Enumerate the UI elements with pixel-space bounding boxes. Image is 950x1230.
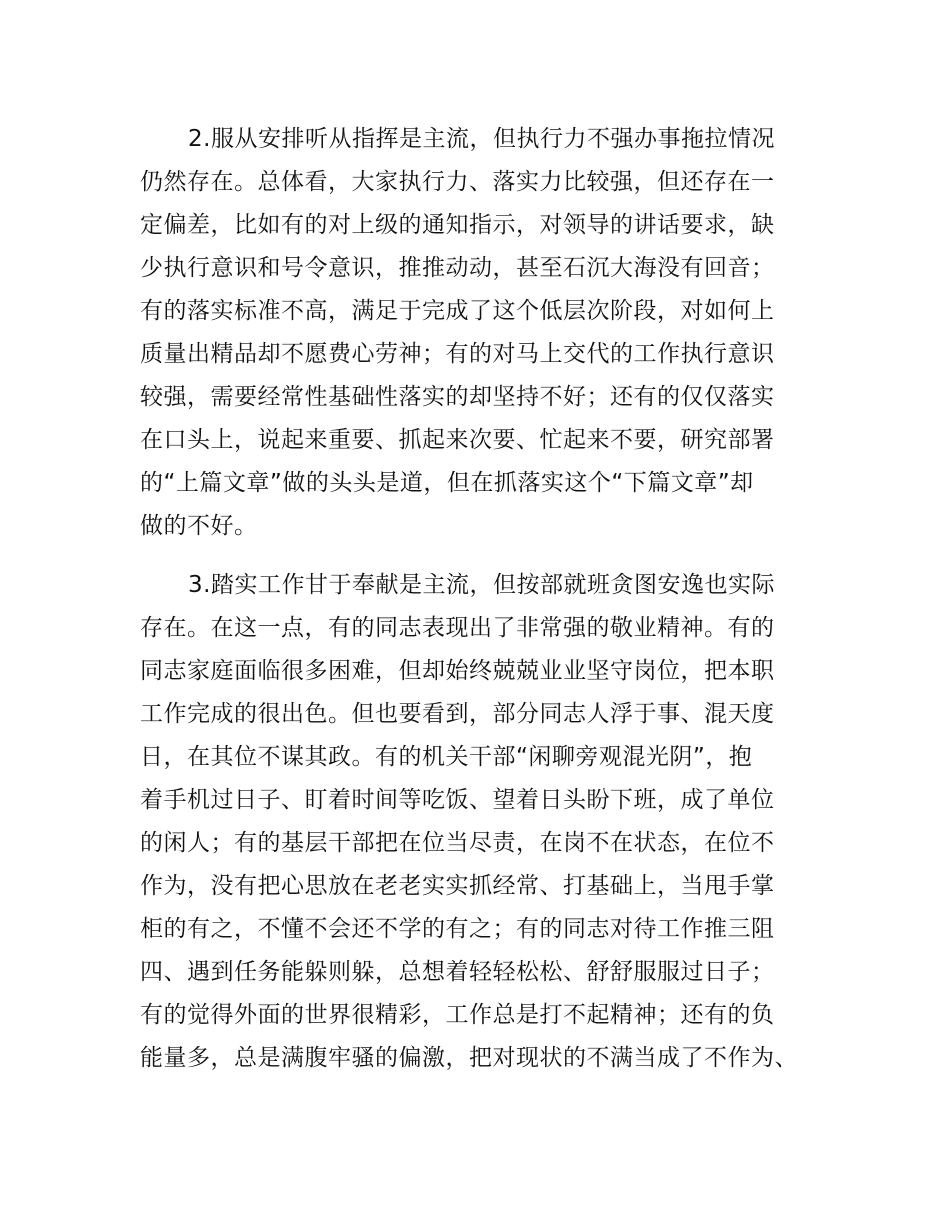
text-line: 能量多，总是满腹牢骚的偏激，把对现状的不满当成了不作为、 (140, 1045, 798, 1071)
paragraph-execution (140, 118, 775, 548)
text-line: 着手机过日子、盯着时间等吃饭、望着日头盼下班，成了单位 (140, 787, 775, 813)
text-line: 3.踏实工作甘于奉献是主流，但按部就班贪图安逸也实际 (188, 572, 775, 598)
text-line: 有的落实标准不高，满足于完成了这个低层次阶段，对如何上 (140, 298, 775, 324)
text-line: 作为，没有把心思放在老老实实抓经常、打基础上，当甩手掌 (140, 873, 775, 899)
text-line: 在口头上，说起来重要、抓起来次要、忙起来不要，研究部署 (140, 427, 775, 453)
text-line: 有的觉得外面的世界很精彩，工作总是打不起精神；还有的负 (140, 1002, 775, 1028)
text-line: 同志家庭面临很多困难，但却始终兢兢业业坚守岗位，把本职 (140, 658, 775, 684)
text-line: 日，在其位不谋其政。有的机关干部“闲聊旁观混光阴”，抱 (140, 744, 753, 770)
text-line: 2.服从安排听从指挥是主流，但执行力不强办事拖拉情况 (188, 126, 775, 152)
text-line: 的闲人；有的基层干部把在位当尽责，在岗不在状态，在位不 (140, 830, 775, 856)
text-line: 质量出精品却不愿费心劳神；有的对马上交代的工作执行意识 (140, 341, 775, 367)
text-line: 做的不好。 (140, 513, 258, 539)
text-line: 定偏差，比如有的对上级的通知指示，对领导的讲话要求，缺 (140, 212, 775, 238)
text-line: 柜的有之，不懂不会还不学的有之；有的同志对待工作推三阻 (140, 916, 775, 942)
paragraph-dedication (140, 564, 798, 1080)
text-line: 仍然存在。总体看，大家执行力、落实力比较强，但还存在一 (140, 169, 775, 195)
text-line: 四、遇到任务能躲则躲，总想着轻轻松松、舒舒服服过日子； (140, 959, 775, 985)
text-line: 的“上篇文章”做的头头是道，但在抓落实这个“下篇文章”却 (140, 470, 754, 496)
text-line: 较强，需要经常性基础性落实的却坚持不好；还有的仅仅落实 (140, 384, 775, 410)
text-line: 工作完成的很出色。但也要看到，部分同志人浮于事、混天度 (140, 701, 775, 727)
text-line: 少执行意识和号令意识，推推动动，甚至石沉大海没有回音； (140, 255, 775, 281)
text-line: 存在。在这一点，有的同志表现出了非常强的敬业精神。有的 (140, 615, 775, 641)
